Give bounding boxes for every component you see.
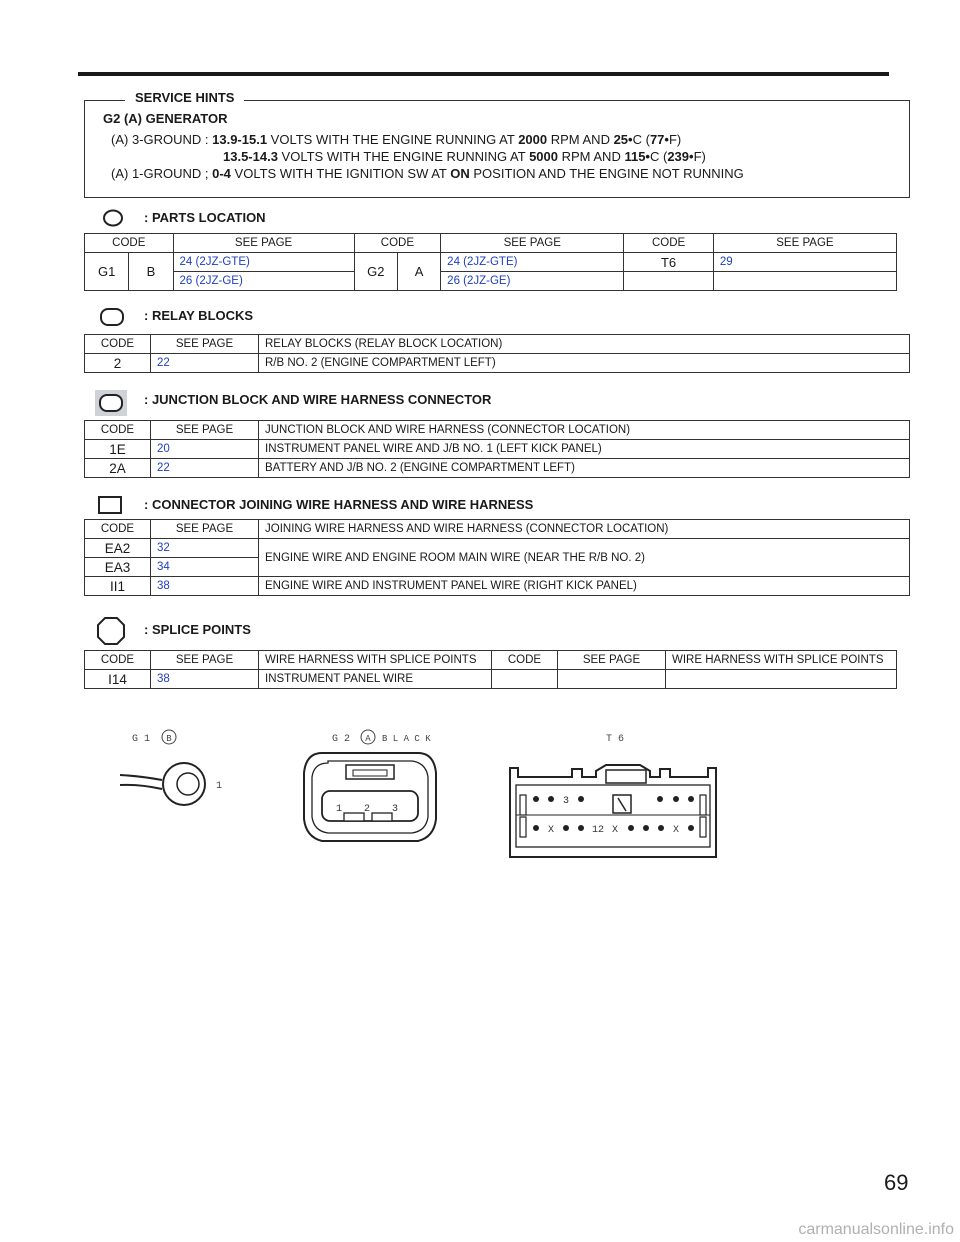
see-page-link[interactable]: 32 (151, 539, 259, 558)
t6-label: T 6 (606, 734, 625, 745)
connector-diagrams (100, 725, 900, 875)
see-page-link[interactable]: 24 (2JZ-GTE) (173, 253, 354, 272)
svg-text:X: X (672, 825, 680, 836)
junction-block-icon (95, 390, 127, 416)
g2-pin-3: 3 (391, 804, 399, 815)
watermark: carmanualsonline.info (798, 1221, 954, 1238)
see-page-link[interactable]: 29 (713, 253, 896, 272)
relay-block-icon (99, 307, 125, 327)
g2-color: B L A C K (382, 734, 431, 744)
table-row: 2A 22 BATTERY AND J/B NO. 2 (ENGINE COMPARTMENT LEFT) (85, 459, 910, 478)
table-header: CODE SEE PAGE WIRE HARNESS WITH SPLICE POINTS CODE SEE PAGE WIRE HARNESS WITH SPLICE POINTS (85, 651, 897, 670)
junction-block-title: : JUNCTION BLOCK AND WIRE HARNESS CONNECTOR (144, 392, 492, 407)
splice-points-table (84, 650, 897, 689)
connector-joining-icon (97, 495, 123, 515)
table-row: II1 38 ENGINE WIRE AND INSTRUMENT PANEL WIRE (RIGHT KICK PANEL) (85, 577, 910, 596)
g1-letter: B (166, 734, 172, 744)
parts-location-table (84, 233, 897, 291)
table-header: CODE SEE PAGE JUNCTION BLOCK AND WIRE HARNESS (CONNECTOR LOCATION) (85, 421, 910, 440)
g2-pin-2: 2 (363, 804, 371, 815)
header-rule (78, 72, 889, 76)
hints-line-1: (A) 3-GROUND : 13.9-15.1 VOLTS WITH THE ENGINE RUNNING AT 2000 RPM AND 25•C (77•F) (111, 132, 682, 147)
g1-label: G 1 (132, 734, 151, 745)
see-page-link[interactable]: 38 (151, 577, 259, 596)
connector-g1 (120, 730, 222, 805)
table-row: G1 B 24 (2JZ-GTE) G2 A 24 (2JZ-GTE) T6 29 (85, 253, 897, 272)
parts-location-title: : PARTS LOCATION (144, 210, 266, 225)
relay-blocks-table (84, 334, 910, 373)
see-page-link[interactable]: 26 (2JZ-GE) (173, 272, 354, 291)
connector-joining-title: : CONNECTOR JOINING WIRE HARNESS AND WIRE HARNESS (144, 497, 534, 512)
service-hints-title: SERVICE HINTS (125, 90, 244, 105)
table-row: EA3 34 (85, 558, 910, 577)
connector-g2 (304, 730, 436, 841)
see-page-link[interactable]: 22 (151, 459, 259, 478)
table-row: I14 38 INSTRUMENT PANEL WIRE (85, 670, 897, 689)
table-row: 2 22 R/B NO. 2 (ENGINE COMPARTMENT LEFT) (85, 354, 910, 373)
see-page-link[interactable]: 38 (151, 670, 259, 689)
svg-text:X: X (611, 825, 619, 836)
page-number: 69 (884, 1170, 909, 1195)
table-header: CODE SEE PAGE RELAY BLOCKS (RELAY BLOCK LOCATION) (85, 335, 910, 354)
relay-blocks-title: : RELAY BLOCKS (144, 308, 254, 323)
table-row: 1E 20 INSTRUMENT PANEL WIRE AND J/B NO. 1 (LEFT KICK PANEL) (85, 440, 910, 459)
g1-pin-label: 1 (216, 781, 223, 792)
parts-location-icon (102, 209, 124, 227)
splice-points-title: : SPLICE POINTS (144, 622, 251, 637)
g2-pin-1: 1 (335, 804, 343, 815)
see-page-link[interactable]: 20 (151, 440, 259, 459)
g2-letter: A (365, 734, 371, 744)
see-page-link[interactable]: 24 (2JZ-GTE) (441, 253, 624, 272)
hints-component: G2 (A) GENERATOR (103, 111, 228, 126)
table-header: CODE SEE PAGE JOINING WIRE HARNESS AND WIRE HARNESS (CONNECTOR LOCATION) (85, 520, 910, 539)
hints-line-2: 13.5-14.3 VOLTS WITH THE ENGINE RUNNING AT 5000 RPM AND 115•C (239•F) (223, 149, 706, 164)
service-hints-box (84, 100, 910, 198)
table-row: EA2 32 ENGINE WIRE AND ENGINE ROOM MAIN WIRE (NEAR THE R/B NO. 2) (85, 539, 910, 558)
junction-block-table (84, 420, 910, 478)
see-page-link[interactable]: 34 (151, 558, 259, 577)
t6-pin-3: 3 (562, 796, 570, 807)
splice-point-icon (96, 616, 126, 646)
see-page-link[interactable]: 22 (151, 354, 259, 373)
hints-line-3: (A) 1-GROUND ; 0-4 VOLTS WITH THE IGNITION SW AT ON POSITION AND THE ENGINE NOT RUNNING (111, 166, 744, 181)
t6-pin-12: 12 (591, 825, 605, 836)
connector-joining-table (84, 519, 910, 596)
g2-label: G 2 (332, 734, 351, 745)
connector-t6 (510, 734, 716, 857)
svg-text:X: X (547, 825, 555, 836)
table-row (85, 272, 897, 291)
table-header: CODE SEE PAGE CODE SEE PAGE CODE SEE PAGE (85, 234, 897, 253)
see-page-link[interactable]: 26 (2JZ-GE) (441, 272, 624, 291)
